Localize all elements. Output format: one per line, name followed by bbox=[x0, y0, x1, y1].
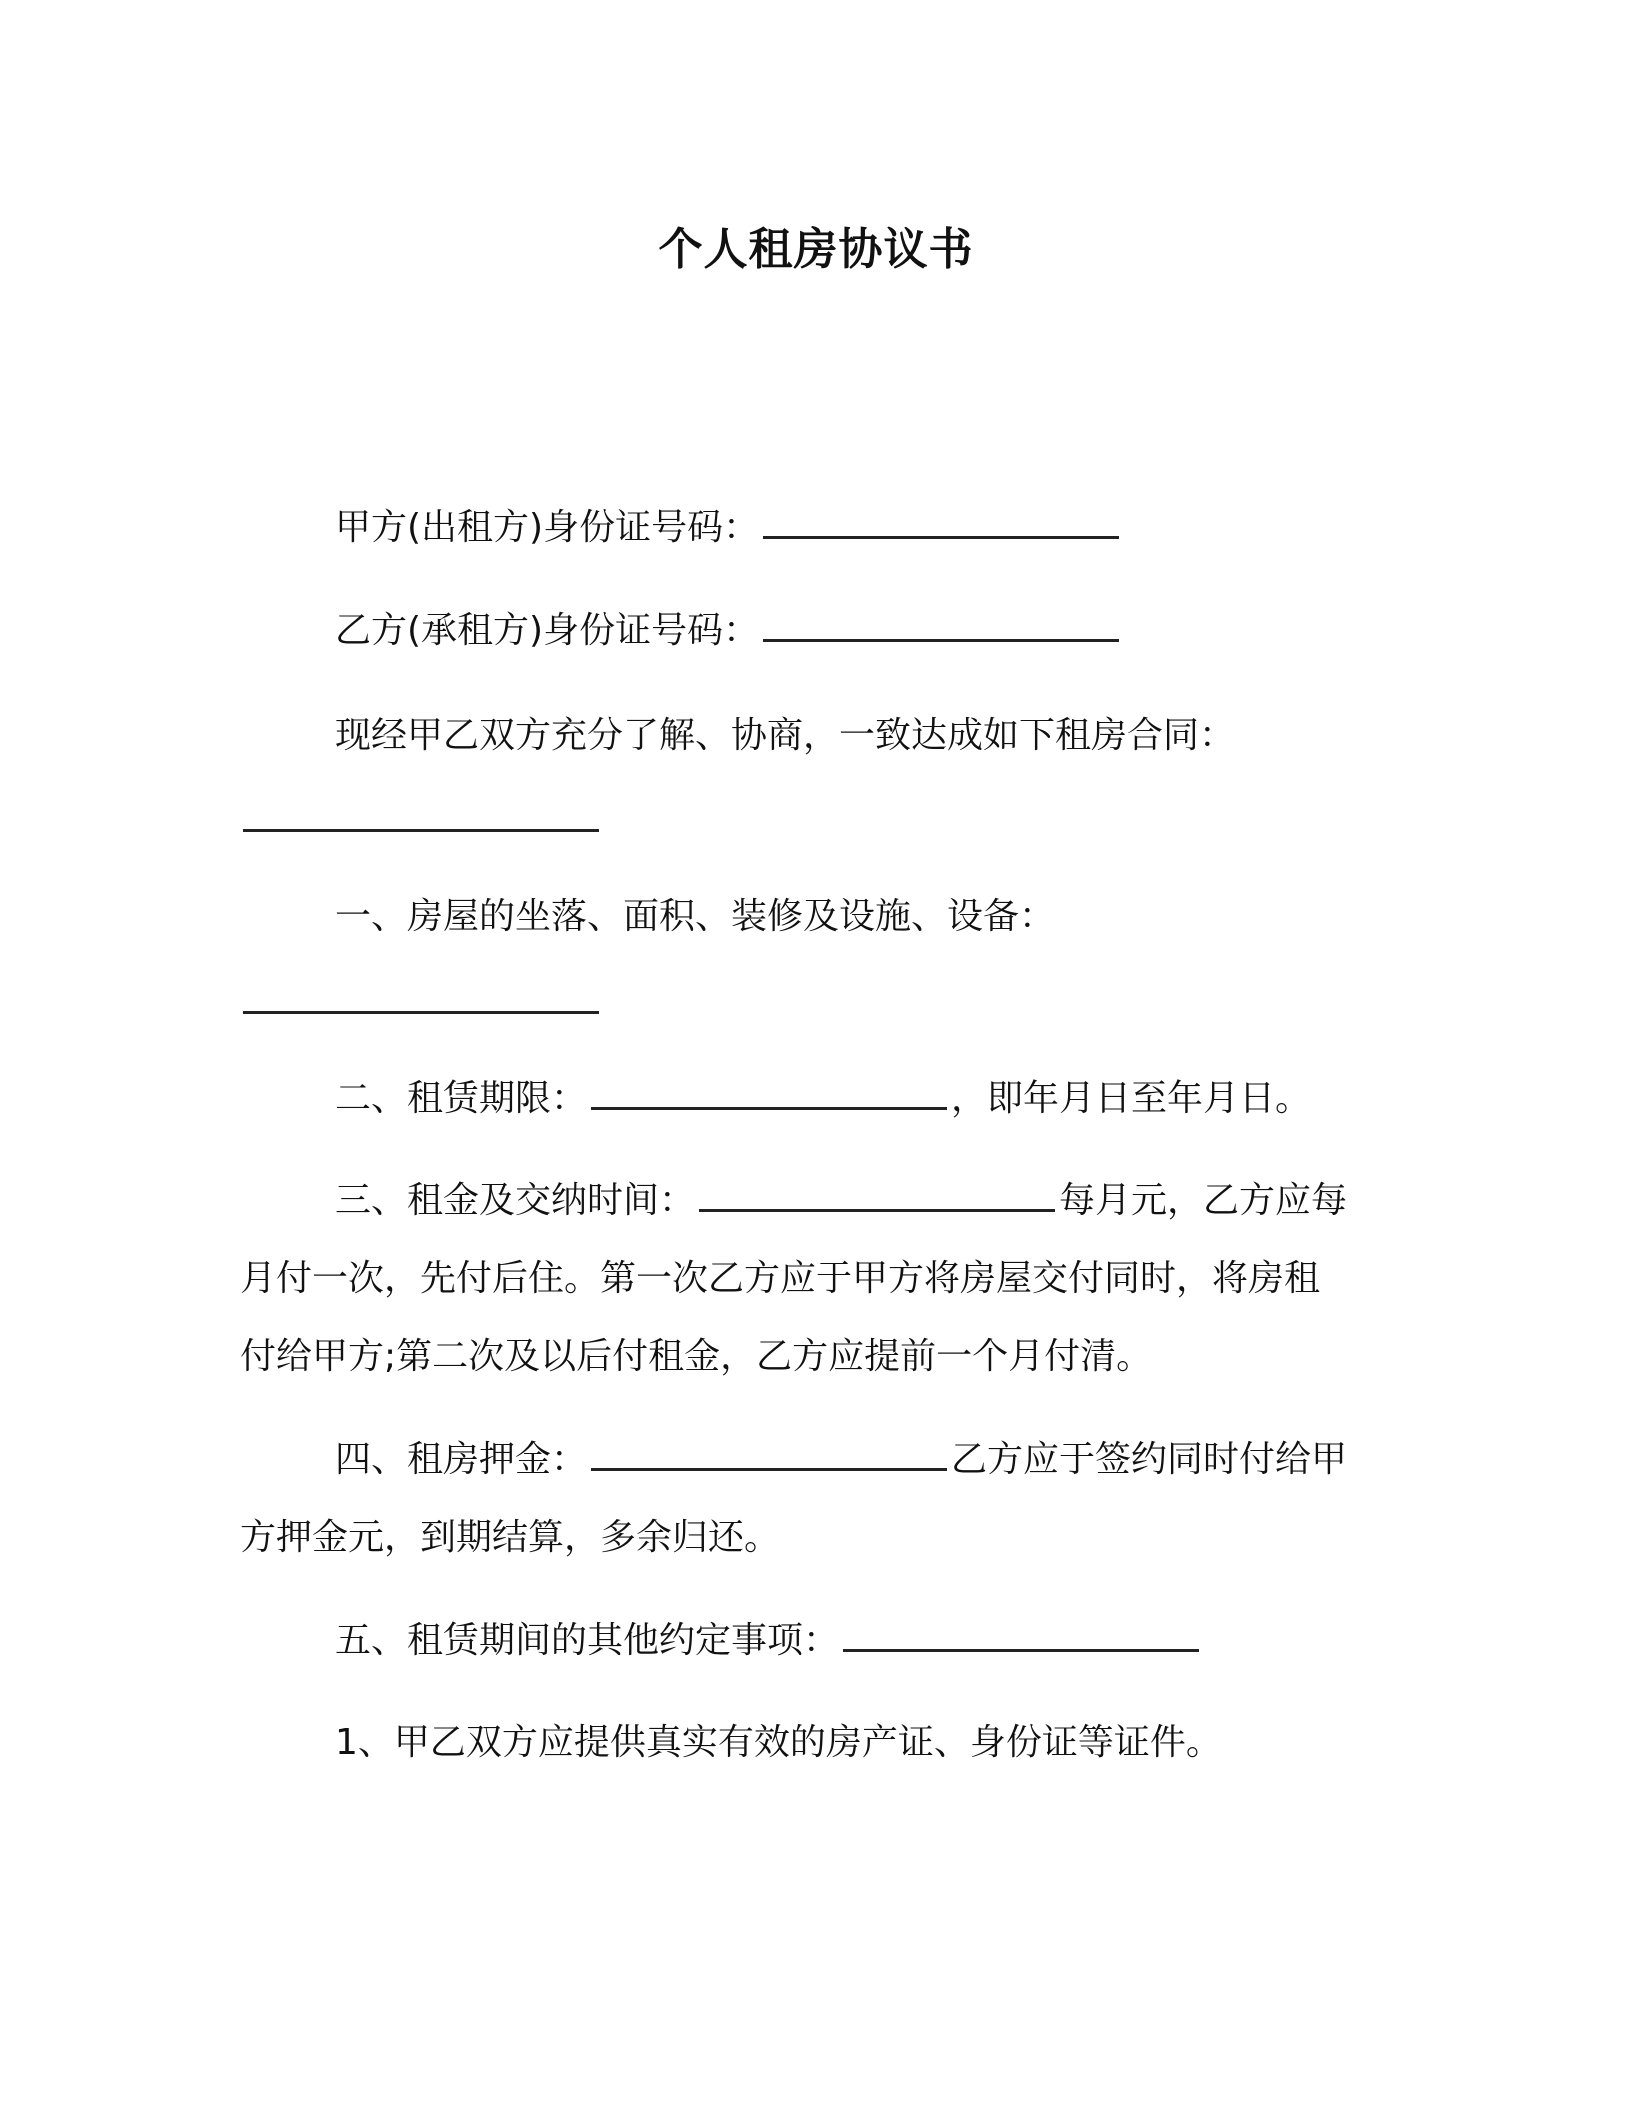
section3-label: 三、租金及交纳时间： bbox=[335, 1180, 696, 1221]
section2-line bbox=[240, 1076, 1370, 1122]
section2-blank bbox=[591, 1103, 947, 1110]
item1-line bbox=[240, 1720, 1370, 1766]
section3-line3-text: 付给甲方;第二次及以后付租金，乙方应提前一个月付清。 bbox=[240, 1336, 1153, 1377]
section2-suffix: ，即年月日至年月日。 bbox=[951, 1078, 1312, 1119]
section3-line2 bbox=[240, 1256, 1370, 1302]
section3-line1 bbox=[240, 1178, 1370, 1224]
section5-blank bbox=[843, 1645, 1199, 1652]
intro-blank bbox=[243, 829, 599, 832]
document-title: 个人租房协议书 bbox=[658, 224, 974, 275]
section4-blank bbox=[591, 1464, 947, 1471]
intro-text: 现经甲乙双方充分了解、协商，一致达成如下租房合同： bbox=[335, 715, 1236, 756]
section4-line2 bbox=[240, 1515, 1370, 1561]
section4-label: 四、租房押金： bbox=[335, 1439, 588, 1480]
section1-line bbox=[240, 894, 1370, 940]
section3-line3 bbox=[240, 1334, 1370, 1380]
section5-label: 五、租赁期间的其他约定事项： bbox=[335, 1620, 840, 1661]
section2-label: 二、租赁期限： bbox=[335, 1078, 588, 1119]
section4-line2-text: 方押金元，到期结算，多余归还。 bbox=[240, 1517, 781, 1558]
section3-line2-text: 月付一次，先付后住。第一次乙方应于甲方将房屋交付同时，将房租 bbox=[240, 1258, 1321, 1299]
party-a-id-line bbox=[240, 505, 1370, 551]
section3-blank bbox=[699, 1205, 1055, 1212]
intro-line bbox=[240, 713, 1370, 759]
section5-line bbox=[240, 1618, 1370, 1664]
party-b-id-line bbox=[240, 608, 1370, 654]
party-b-label: 乙方(承租方)身份证号码： bbox=[335, 610, 760, 651]
section4-suffix: 乙方应于签约同时付给甲 bbox=[951, 1439, 1348, 1480]
item1-text: 1、甲乙双方应提供真实有效的房产证、身份证等证件。 bbox=[335, 1722, 1222, 1763]
section4-line1 bbox=[240, 1437, 1370, 1483]
party-b-id-blank bbox=[763, 635, 1119, 642]
party-a-label: 甲方(出租方)身份证号码： bbox=[335, 507, 760, 548]
section3-suffix: 每月元，乙方应每 bbox=[1059, 1180, 1348, 1221]
party-a-id-blank bbox=[763, 532, 1119, 539]
section1-text: 一、房屋的坐落、面积、装修及设施、设备： bbox=[335, 896, 1056, 937]
section1-blank bbox=[243, 1011, 599, 1014]
